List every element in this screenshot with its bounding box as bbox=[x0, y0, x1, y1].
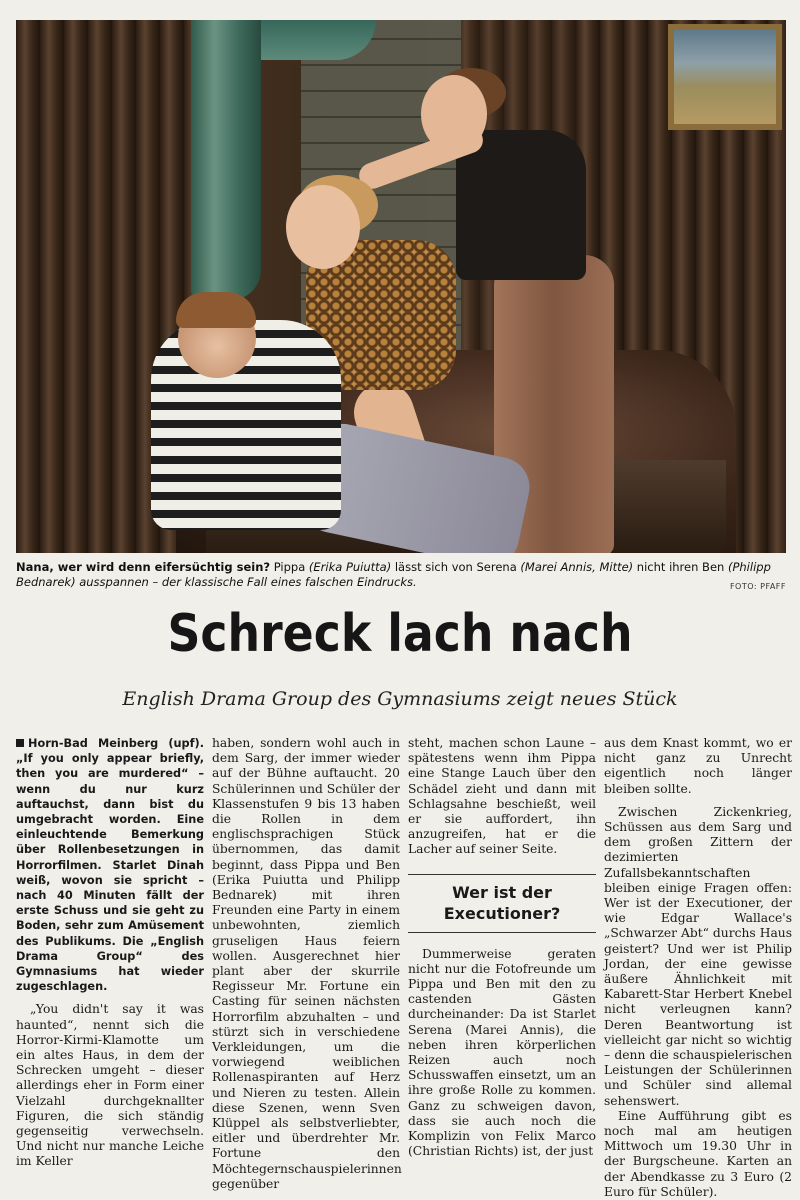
paragraph: aus dem Knast kommt, wo er nicht ganz zu Unrecht eigentlich noch länger bleiben sollte. bbox=[604, 736, 792, 796]
caption-text: lässt sich von Serena bbox=[391, 560, 521, 574]
lead-text: Horn-Bad Meinberg (upf). „If you only appear briefly, then you are murdered“ – wenn du nur kurz auftauchst, dann bist du umgebracht worden. Eine einleuchtende Bemerkung über Rollenbesetzungen in Horrorfilmen. Starlet Dinah weiß, wovon sie spricht – nach 40 Minuten fällt der erste Schuss und sie geht zu Boden, sehr zum Amüsement des Publikums. Die „English Drama Group“ des Gymnasiums hat wieder zugeschlagen. bbox=[16, 737, 204, 994]
subheadline: English Drama Group des Gymnasiums zeigt neues Stück bbox=[122, 688, 678, 710]
caption-name: (Marei Annis, Mitte) bbox=[520, 560, 634, 574]
painting bbox=[668, 24, 782, 130]
article-column-2 bbox=[212, 736, 400, 1192]
paragraph: Eine Aufführung gibt es noch mal am heutigen Mittwoch um 19.30 Uhr in der Burgscheune. Karten an der Abendkasse zu 3 Euro (2 Euro für Schüler). bbox=[604, 1108, 792, 1199]
paragraph: „You didn't say it was haunted“, nennt sich die Horror-Kirmi-Klamotte um ein altes Haus, in dem der Schrecken umgeht – dieser allerdings eher in Form einer Vielzahl durchgeknallter Figuren, die sich ständig gegenseitig verwechseln. Und nicht nur manche Leiche im Keller bbox=[16, 1002, 204, 1169]
article-column-1 bbox=[16, 736, 204, 1170]
lead-paragraph bbox=[16, 736, 204, 994]
bullet-square-icon bbox=[16, 739, 24, 747]
headline: Schreck lach nach bbox=[167, 604, 633, 664]
boy-figure-hair bbox=[176, 292, 256, 328]
photo-caption bbox=[16, 560, 786, 590]
paragraph: Zwischen Zickenkrieg, Schüssen aus dem Sarg und dem großen Zittern der dezimierten Zufallsbekanntschaften bleiben einige Fragen offen: Wer ist der Executioner, der wie Edgar Wallace's „Schwarzer Abt“ durchs Haus geistert? Und wer ist Philip Jordan, der eine gewisse äußere Ähnlichkeit mit Kabarett-Star Herbert Knebel nicht verleugnen kann? Deren Beantwortung ist vielleicht gar nicht so wichtig – denn die schauspielerischen Leistungen der Schülerinnen und Schüler sind allemal sehenswert. bbox=[604, 804, 792, 1108]
woman-figure-body bbox=[456, 130, 586, 280]
woman-figure-head bbox=[421, 75, 487, 153]
caption-text: Pippa bbox=[270, 560, 309, 574]
drape bbox=[191, 20, 261, 300]
paragraph: steht, machen schon Laune – spätestens wenn ihm Pippa eine Stange Lauch über den Schädel zieht und dann mit Schlagsahne beschießt, weil er sie auffordert, ihn anzugreifen, hat er die Lacher auf seiner Seite. bbox=[408, 736, 596, 857]
caption-lead: Nana, wer wird denn eifersüchtig sein? bbox=[16, 560, 271, 574]
stage-photo bbox=[16, 20, 786, 553]
photo-credit: FOTO: PFAFF bbox=[729, 582, 786, 591]
intertitle: Wer ist der Executioner? bbox=[408, 874, 596, 933]
caption-text: ausspannen – der klassische Fall eines falschen Eindrucks. bbox=[75, 575, 417, 589]
article-column-3 bbox=[408, 736, 596, 1159]
caption-name: (Erika Puiutta) bbox=[308, 560, 392, 574]
caption-text: nicht ihren Ben bbox=[633, 560, 728, 574]
girl-figure-head bbox=[286, 185, 360, 269]
caption-name: (Philipp Bednarek) bbox=[16, 560, 771, 589]
article-column-4 bbox=[604, 736, 792, 1200]
paragraph: haben, sondern wohl auch in dem Sarg, der immer wieder auf der Bühne auftaucht. 20 Schülerinnen und Schüler der Klassenstufen 9 bis 13 haben die Rollen in dem englischsprachigen Stück übernommen, das damit beginnt, dass Pippa und Ben (Erika Puiutta und Philipp Bednarek) mit ihren Freunden eine Party in einem unbewohnten, ziemlich gruseligen Haus feiern wollen. Ausgerechnet hier plant aber der skurrile Regisseur Mr. Fortune ein Casting für seinen nächsten Horrorfilm abzuhalten – und stürzt sich in verschiedene Verkleidungen, um die vorwiegend weiblichen Rollenaspiranten auf Herz und Nieren zu testen. Allein diese Szenen, wenn Sven Klüppel als selbstverliebter, eitler und überdrehter Mr. Fortune den Möchtegernschauspielerinnen gegenüber bbox=[212, 736, 402, 1191]
paragraph: Dummerweise geraten nicht nur die Fotofreunde um Pippa und Ben mit den zu castenden Gästen durcheinander: Da ist Starlet Serena (Marei Annis), die neben ihren körperlichen Reizen auch noch Schusswaffen einsetzt, um an ihre große Rolle zu kommen. Ganz zu schweigen davon, dass sie auch noch die Komplizin von Felix Marco (Christian Richts) ist, der just bbox=[408, 946, 596, 1159]
